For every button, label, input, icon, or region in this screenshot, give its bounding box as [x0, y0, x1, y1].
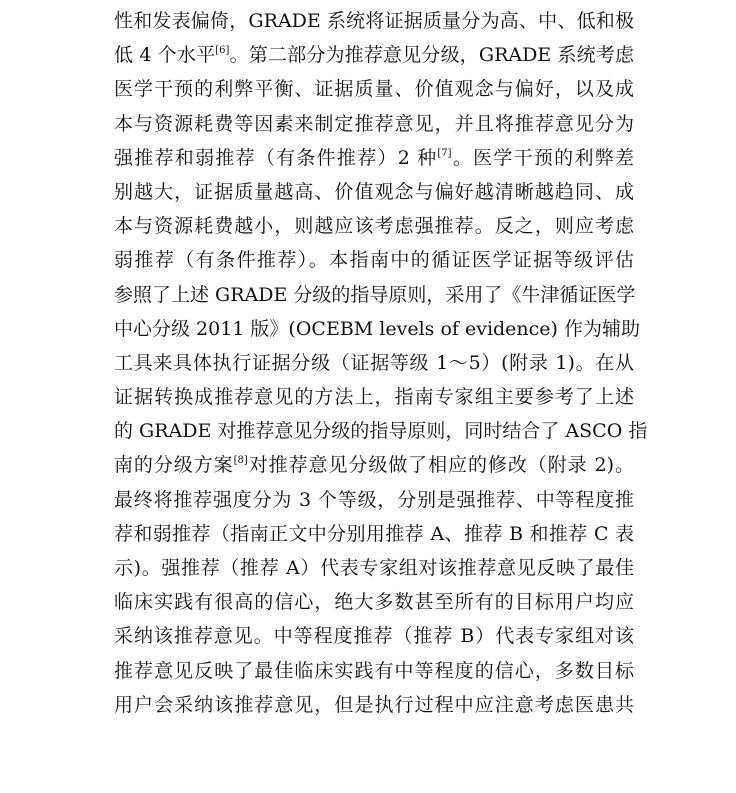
- text-segment: 最终将推荐强度分为 3 个等级，分别是强推荐、中等程度推: [114, 488, 634, 511]
- text-line: [114, 654, 634, 688]
- text-segment: 荐和弱推荐（指南正文中分别用推荐 A、推荐 B 和推荐 C 表: [114, 522, 634, 545]
- citation-marker: [7]: [437, 147, 452, 159]
- text-line: [114, 141, 634, 175]
- text-segment: 证据转换成推荐意见的方法上，指南专家组主要参考了上述: [114, 386, 634, 409]
- body-text: [114, 4, 648, 722]
- text-segment: 参照了上述 GRADE 分级的指导原则，采用了《牛津循证医学: [114, 283, 636, 306]
- text-line: [114, 312, 640, 346]
- text-segment: 。医学干预的利弊差: [451, 146, 634, 169]
- text-line: [114, 278, 634, 312]
- text-segment: 低 4 个水平: [114, 44, 216, 67]
- text-segment: 南的分级方案: [114, 454, 234, 477]
- text-line: [114, 414, 648, 448]
- citation-marker: [6]: [215, 45, 230, 57]
- text-line: [114, 619, 634, 653]
- text-segment: 示)。强推荐（推荐 A）代表专家组对该推荐意见反映了最佳: [114, 557, 634, 579]
- text-segment: 对推荐意见分级做了相应的修改（附录 2)。: [247, 454, 634, 477]
- text-segment: 本与资源耗费等因素来制定推荐意见，并且将推荐意见分为: [114, 112, 634, 135]
- text-segment: 别越大，证据质量越高、价值观念与偏好越清晰越趋同、成: [114, 180, 634, 203]
- text-line: [114, 209, 634, 243]
- text-segment: 性和发表偏倚，GRADE 系统将证据质量分为高、中、低和极: [114, 10, 634, 32]
- text-line: [114, 448, 634, 482]
- text-line: [114, 107, 634, 141]
- text-line: [114, 483, 634, 517]
- text-line: [114, 38, 634, 72]
- text-segment: 用户会采纳该推荐意见，但是执行过程中应注意考虑医患共: [114, 693, 634, 716]
- text-segment: 中心分级 2011 版》(OCEBM levels of evidence) 作为辅助: [114, 317, 640, 340]
- text-line: [114, 380, 634, 414]
- text-line: [114, 688, 634, 722]
- text-segment: 工具来具体执行证据分级（证据等级 1～5）(附录 1)。在从: [114, 351, 634, 374]
- text-segment: 推荐意见反映了最佳临床实践有中等程度的信心，多数目标: [114, 659, 634, 682]
- text-segment: 。第二部分为推荐意见分级，GRADE 系统考虑: [229, 44, 634, 67]
- text-line: [114, 175, 634, 209]
- text-line: [114, 4, 634, 38]
- text-line: [114, 346, 634, 380]
- text-segment: 采纳该推荐意见。中等程度推荐（推荐 B）代表专家组对该: [114, 625, 634, 648]
- text-segment: 临床实践有很高的信心，绝大多数甚至所有的目标用户均应: [114, 591, 634, 614]
- text-segment: 的 GRADE 对推荐意见分级的指导原则，同时结合了 ASCO 指: [114, 420, 648, 443]
- text-line: [114, 517, 634, 551]
- text-line: [114, 243, 634, 277]
- text-line: [114, 72, 634, 106]
- citation-marker: [8]: [233, 455, 248, 467]
- text-line: [114, 551, 634, 585]
- text-line: [114, 585, 634, 619]
- text-segment: 医学干预的利弊平衡、证据质量、价值观念与偏好，以及成: [114, 78, 634, 101]
- text-segment: 本与资源耗费越小，则越应该考虑强推荐。反之，则应考虑: [114, 215, 634, 238]
- text-segment: 弱推荐（有条件推荐）。本指南中的循证医学证据等级评估: [114, 249, 634, 272]
- text-segment: 强推荐和弱推荐（有条件推荐）2 种: [114, 146, 438, 169]
